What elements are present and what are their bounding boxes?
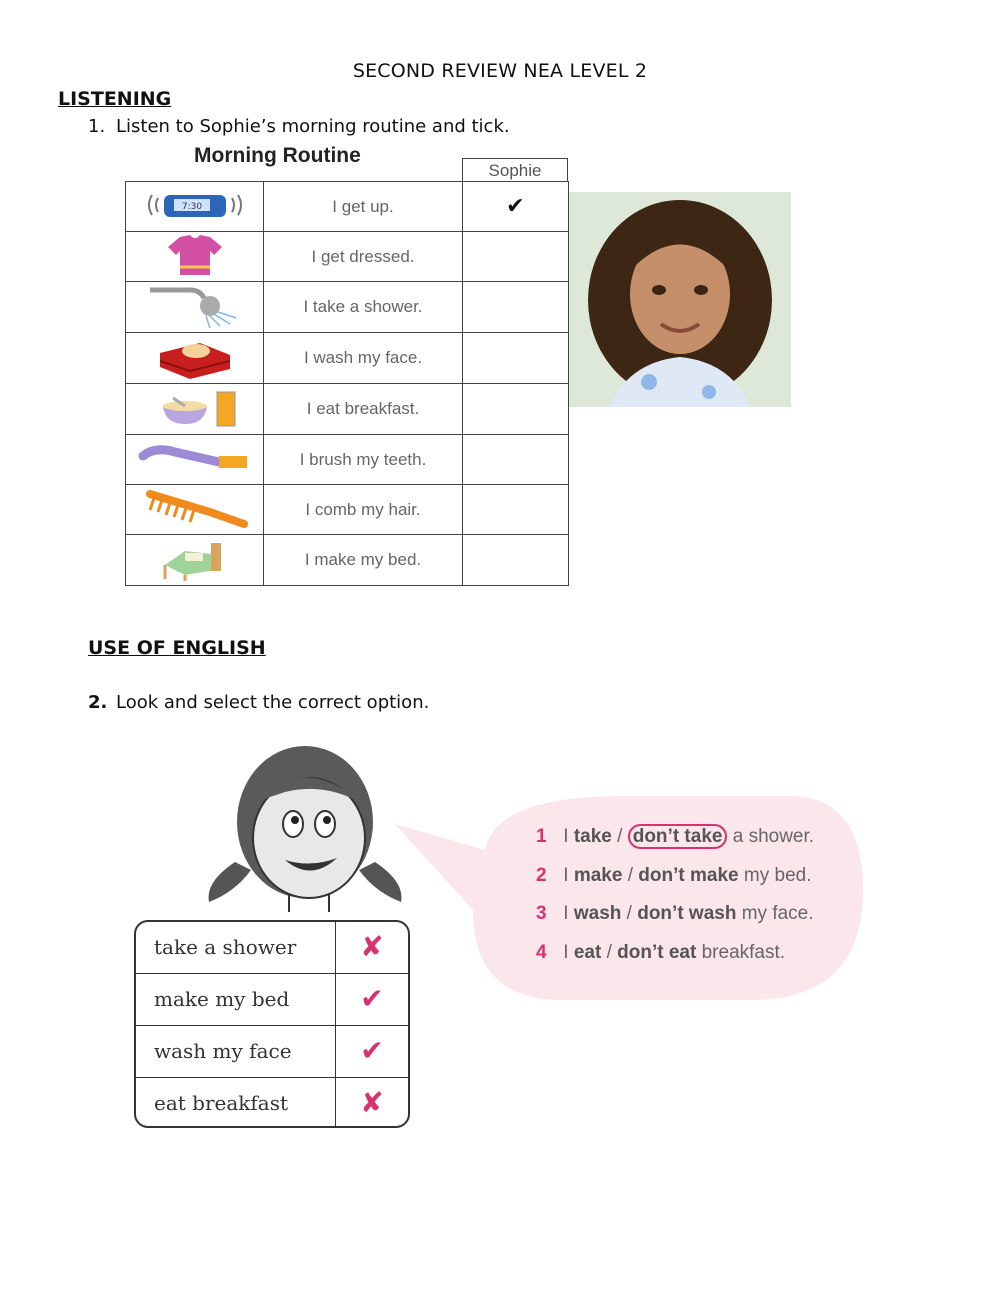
check-mark-icon: ✔ — [360, 982, 384, 1015]
table-row — [126, 485, 569, 535]
option-dont-make[interactable]: don’t make — [638, 864, 739, 886]
sentence-end: my face. — [741, 903, 814, 924]
tshirt-icon — [126, 232, 264, 282]
activity-label: I comb my hair. — [264, 485, 462, 535]
table-row — [126, 333, 569, 384]
towel-soap-icon — [126, 333, 264, 384]
table-row — [126, 535, 569, 586]
tick-cell[interactable] — [462, 282, 568, 333]
routine-table-title: Morning Routine — [194, 144, 361, 167]
sentence-number: 3 — [536, 903, 547, 924]
sentence-options — [536, 826, 814, 980]
tick-cell[interactable] — [462, 485, 568, 535]
option-dont-eat[interactable]: don’t eat — [617, 941, 697, 963]
sentence-start: I — [563, 826, 569, 847]
option-make[interactable]: make — [573, 864, 623, 886]
question-2-number: 2. — [88, 692, 108, 713]
chore-label: make my bed — [136, 974, 336, 1025]
sentence-start: I — [563, 864, 569, 886]
sentence-end: my bed. — [743, 864, 812, 886]
question-2-text: Look and select the correct option. — [116, 692, 430, 713]
chore-label: wash my face — [136, 1026, 336, 1077]
shower-icon — [126, 282, 264, 333]
sentence-end: breakfast. — [701, 941, 786, 963]
table-row — [126, 435, 569, 485]
chore-label: take a shower — [136, 922, 336, 973]
activity-label: I get dressed. — [264, 232, 462, 282]
use-of-english-heading: USE OF ENGLISH — [88, 637, 266, 659]
listening-heading: LISTENING — [58, 88, 172, 110]
sentence-start: I — [563, 941, 569, 963]
separator: / — [617, 826, 623, 847]
tick-cell[interactable] — [462, 232, 568, 282]
activity-label: I wash my face. — [264, 333, 462, 384]
table-row — [126, 384, 569, 435]
option-take[interactable]: take — [573, 826, 612, 847]
toothbrush-icon — [126, 435, 264, 485]
table-row — [136, 1026, 408, 1078]
cross-mark-icon: ✘ — [360, 1086, 384, 1119]
tick-cell[interactable] — [462, 333, 568, 384]
option-dont-wash[interactable]: don’t wash — [637, 903, 737, 924]
bed-icon — [126, 535, 264, 586]
activity-label: I get up. — [264, 182, 462, 232]
table-row — [136, 1078, 408, 1128]
table-row — [136, 922, 408, 974]
table-row — [126, 232, 569, 282]
activity-label: I brush my teeth. — [264, 435, 462, 485]
chores-table — [134, 920, 410, 1128]
separator: / — [606, 941, 612, 963]
option-wash[interactable]: wash — [573, 903, 622, 924]
sentence-number: 1 — [536, 826, 547, 847]
check-mark-icon: ✔ — [360, 1034, 384, 1067]
option-dont-take-selected[interactable]: don’t take — [628, 824, 728, 849]
tick-cell[interactable] — [462, 435, 568, 485]
sentence-number: 4 — [536, 941, 547, 963]
table-row — [126, 182, 569, 232]
table-row — [136, 974, 408, 1026]
page-title: SECOND REVIEW NEA LEVEL 2 — [352, 60, 648, 82]
sentence-end: a shower. — [732, 826, 815, 847]
separator: / — [627, 864, 634, 886]
sentence-number: 2 — [536, 864, 547, 886]
tick-cell[interactable] — [462, 384, 568, 435]
sentence-1 — [536, 826, 814, 865]
sentence-2 — [536, 865, 814, 904]
routine-table — [125, 158, 569, 604]
cartoon-girl — [205, 742, 405, 916]
activity-label: I eat breakfast. — [264, 384, 462, 435]
option-eat[interactable]: eat — [573, 941, 602, 963]
sentence-3 — [536, 903, 814, 942]
question-1-text: Listen to Sophie’s morning routine and tick. — [116, 116, 510, 137]
sentence-start: I — [563, 903, 569, 924]
sentence-4 — [536, 942, 814, 981]
chore-label: eat breakfast — [136, 1078, 336, 1128]
sophie-column-header: Sophie — [462, 158, 568, 181]
girl-photo — [569, 192, 791, 407]
comb-icon — [126, 485, 264, 535]
tick-cell[interactable] — [462, 535, 568, 586]
tick-cell[interactable]: ✔ — [462, 182, 568, 232]
separator: / — [626, 903, 632, 924]
table-row — [126, 282, 569, 333]
cross-mark-icon: ✘ — [360, 930, 384, 963]
alarm-clock-icon — [126, 182, 264, 232]
question-1-number: 1. — [88, 116, 106, 137]
svg-text:7:30: 7:30 — [181, 201, 202, 212]
activity-label: I make my bed. — [264, 535, 462, 586]
breakfast-icon — [126, 384, 264, 435]
activity-label: I take a shower. — [264, 282, 462, 333]
